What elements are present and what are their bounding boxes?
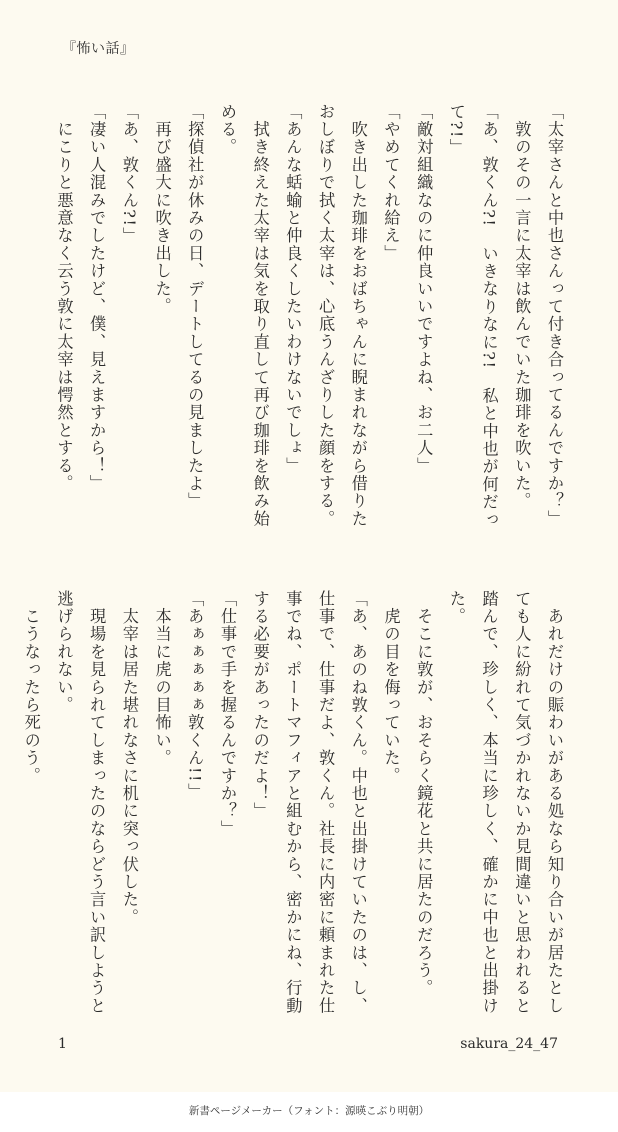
text-line: する必要があったのだよ！」 <box>250 590 270 821</box>
page-number: 1 <box>58 1036 67 1052</box>
text-line: おしぼりで拭く太宰は、心底うんざりした顔をする。 <box>316 103 336 528</box>
text-line: 「凄い人混みでしたけど、僕、見えますから！」 <box>87 103 107 493</box>
text-line: める。 <box>217 103 237 157</box>
text-line: 本当に虎の目怖い。 <box>152 590 172 767</box>
text-line: 太宰は居た堪れなさに机に突っ伏した。 <box>119 590 139 927</box>
text-line: 現場を見られてしまったのならどう言い訳しようと <box>87 590 107 1015</box>
text-line: 虎の目を侮っていた。 <box>381 590 401 785</box>
text-line: 逃げられない。 <box>54 590 74 714</box>
text-line: 吹き出した珈琲をおばちゃんに睨まれながら借りた <box>348 103 368 528</box>
text-line: 踏んで、珍しく、本当に珍しく、確かに中也と出掛け <box>479 590 499 1015</box>
text-line: 「太宰さんと中也さんって付き合ってるんですか？」 <box>545 103 564 528</box>
text-line: ても人に紛れて気づかれないか見間違いと思われると <box>512 590 532 1015</box>
text-line: 敦のその一言に太宰は飲んでいた珈琲を吹いた。 <box>512 103 532 511</box>
text-line: そこに敦が、おそらく鏡花と共に居たのだろう。 <box>414 590 434 998</box>
text-line: こうなったら死のう。 <box>21 590 41 785</box>
text-line: て?!」 <box>446 103 466 157</box>
text-line: 「あんな蛞蝓と仲良くしたいわけないでしょ」 <box>283 103 303 475</box>
text-line: 「敵対組織なのに仲良いいですよね、お二人」 <box>414 103 434 475</box>
text-line: 再び盛大に吹き出した。 <box>152 103 172 316</box>
author-name: sakura_24_47 <box>460 1036 558 1052</box>
credit-text: 新書ページメーカー（フォント：源暎こぶり明朝） <box>188 1105 430 1117</box>
text-line: 「探偵社が休みの日、デートしてるの見ましたよ」 <box>185 103 205 511</box>
text-line: 事でね、ポートマフィアと組むから、密かにね、行動 <box>283 590 303 1015</box>
text-line: 仕事で、仕事だよ、敦くん。社長に内密に頼まれた仕 <box>316 590 336 1015</box>
text-line: た。 <box>446 590 466 626</box>
text-line: 「やめてくれ給え」 <box>381 103 401 263</box>
text-line: 「あ、あのね敦くん。中也と出掛けていたのは、し、 <box>348 590 368 1015</box>
text-line: 「あぁぁぁぁぁ敦くん!!」 <box>185 590 205 801</box>
text-block-bottom <box>21 590 570 1015</box>
text-line: 「あ、敦くん?! いきなりなに?! 私と中也が何だっ <box>479 103 499 529</box>
text-block-top <box>50 103 570 529</box>
page-title: 『怖い話』 <box>62 41 135 57</box>
text-line: あれだけの賑わいがある処なら知り合いが居たとし <box>545 590 564 1015</box>
text-line: 拭き終えた太宰は気を取り直して再び珈琲を飲み始 <box>250 103 270 528</box>
text-line: 「仕事で手を握るんですか？」 <box>217 590 237 838</box>
text-line: 「あ、敦くん?!」 <box>119 103 139 246</box>
text-line: にこりと悪意なく云う敦に太宰は愕然とする。 <box>54 103 74 493</box>
